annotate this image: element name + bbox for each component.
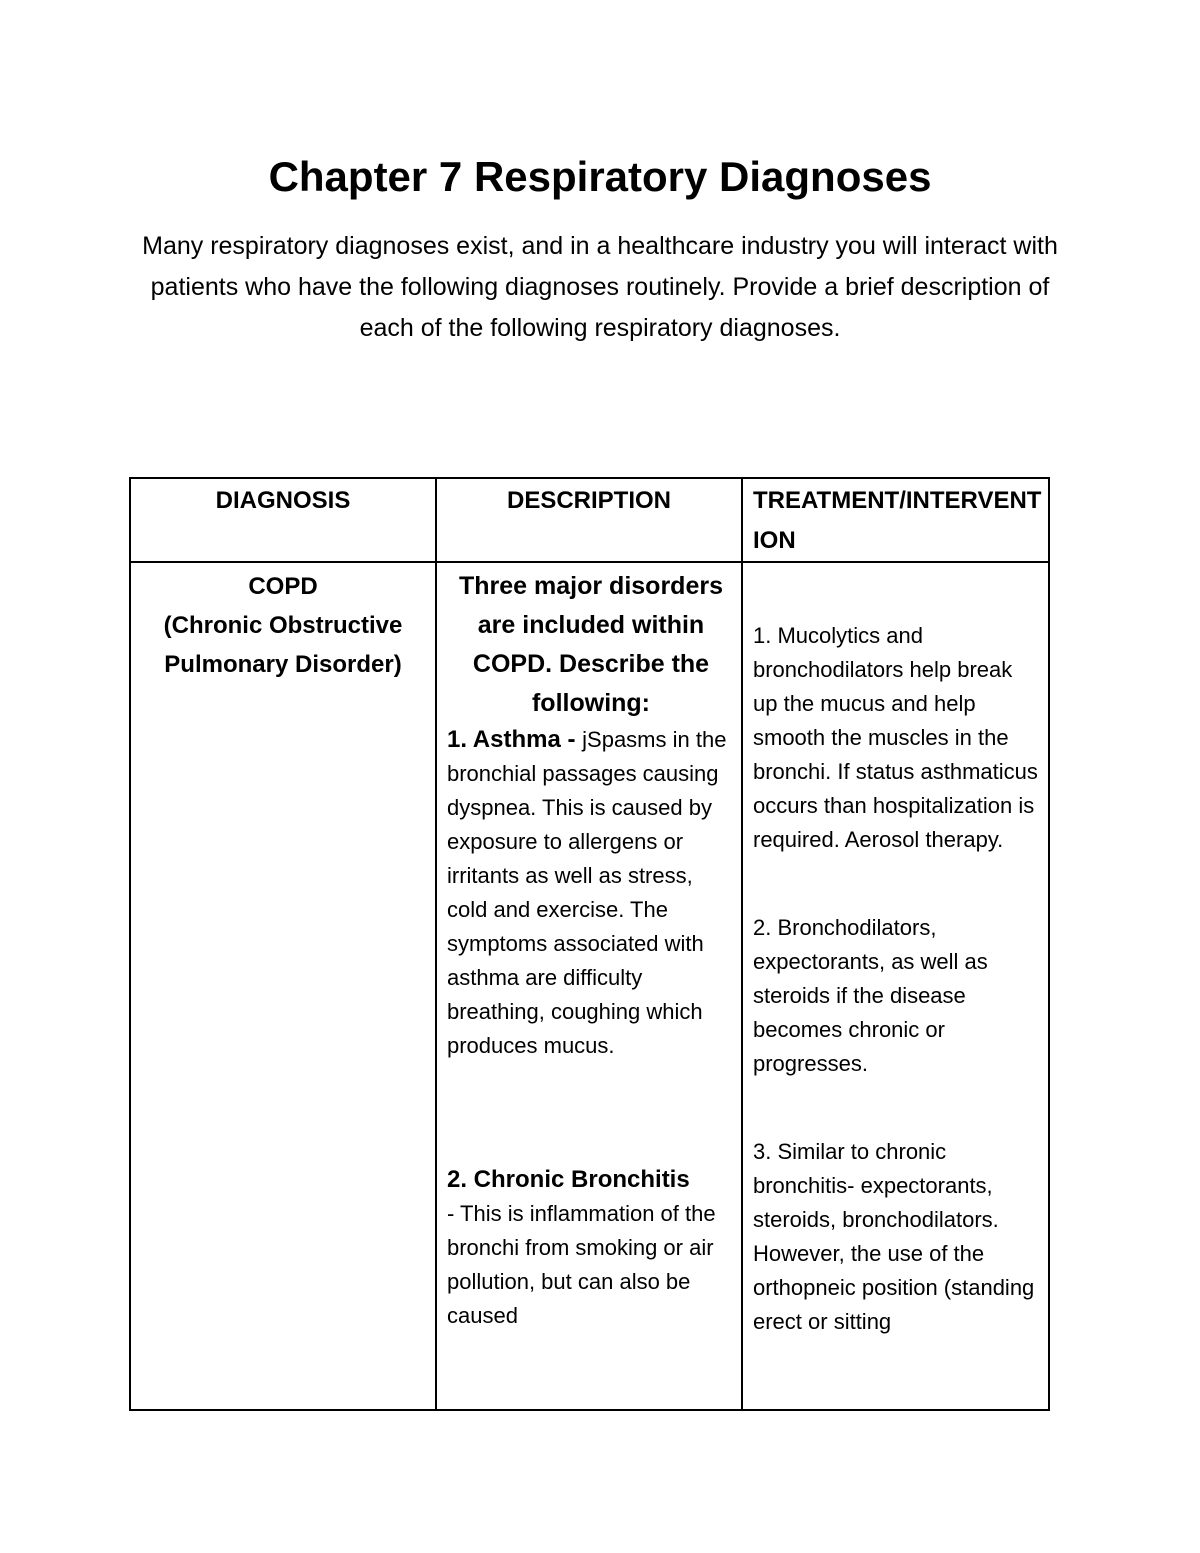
description-cell — [436, 562, 742, 1410]
description-item-text: jSpasms in the bronchial passages causing dyspnea. This is caused by exposure to allergens or irritants as well as stress, cold and exercise. The symptoms associated with asthma are difficulty breathing, coughing which produces mucus. — [447, 727, 727, 1058]
table-header-row — [130, 478, 1049, 562]
treatment-cell — [742, 562, 1049, 1410]
table-row — [130, 562, 1049, 1410]
description-item-chronic-bronchitis — [447, 1163, 735, 1333]
treatment-item-2: 2. Bronchodilators, expectorants, as well as steroids if the disease becomes chronic or progresses. — [753, 915, 988, 1076]
diagnosis-cell — [130, 562, 436, 1410]
diagnosis-full-name: (Chronic Obstructive Pulmonary Disorder) — [163, 612, 403, 678]
description-item-label: 2. Chronic Bronchitis — [447, 1166, 690, 1193]
description-item-label: 1. Asthma - — [447, 726, 583, 753]
header-diagnosis: DIAGNOSIS — [130, 478, 436, 562]
diagnoses-table — [129, 477, 1050, 1411]
treatment-item-1: 1. Mucolytics and bronchodilators help break up the mucus and help smooth the muscles in the bronchi. If status asthmaticus occurs than hospitalization is required. Aerosol therapy. — [753, 623, 1038, 852]
page-title: Chapter 7 Respiratory Diagnoses — [268, 153, 932, 200]
treatment-item-3: 3. Similar to chronic bronchitis- expectorants, steroids, bronchodilators. However, the use of the orthopneic position (standing erect or sitting — [753, 1139, 1035, 1334]
description-intro: Three major disorders are included within COPD. Describe the following: — [459, 572, 723, 717]
header-description: DESCRIPTION — [436, 478, 742, 562]
header-treatment: TREATMENT/INTERVENTION — [742, 478, 1049, 562]
diagnosis-name: COPD — [248, 573, 318, 600]
intro-paragraph: Many respiratory diagnoses exist, and in a healthcare industry you will interact with patients who have the following diagnoses routinely. Provide a brief description of each of the following respiratory diagnoses. — [142, 232, 1058, 342]
description-item-text: - This is inflammation of the bronchi from smoking or air pollution, but can also be caused — [447, 1201, 716, 1328]
description-item-asthma — [447, 723, 735, 1063]
